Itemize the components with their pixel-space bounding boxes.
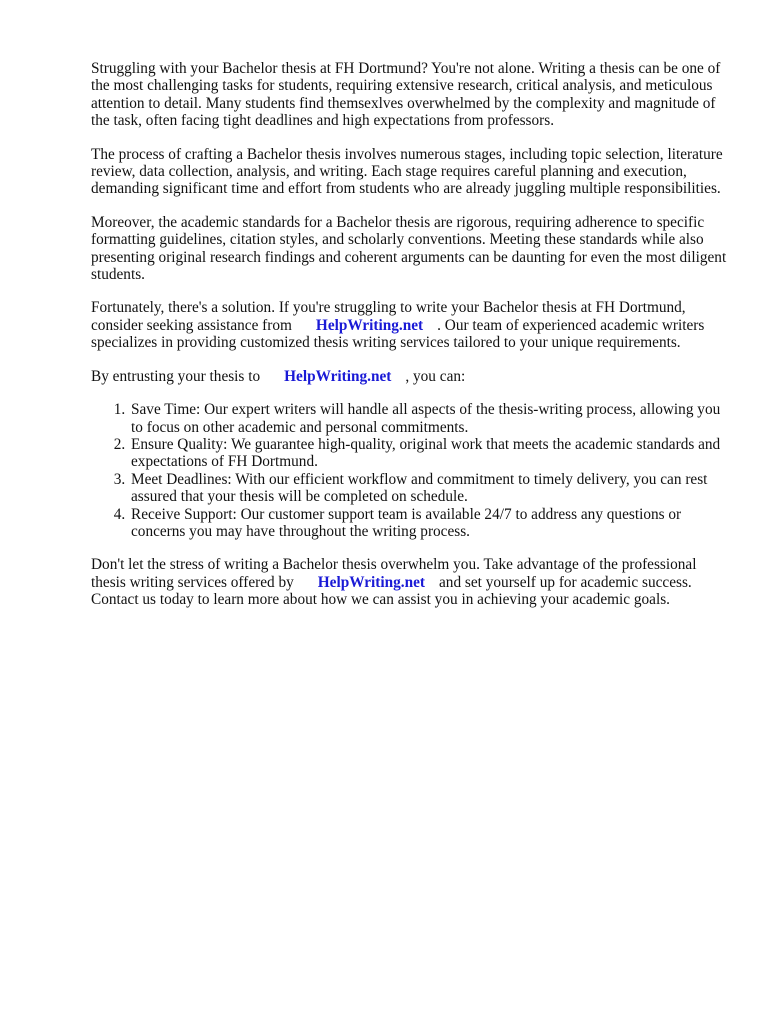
helpwriting-link[interactable]: HelpWriting.net — [284, 367, 392, 385]
solution-paragraph — [91, 299, 731, 351]
closing-text-before: Don't let the stress of writing a Bachelor thesis overwhelm you. Take advantage of the professional thesis writing services offered by — [91, 556, 697, 591]
benefit-item-meet-deadlines: 3. Meet Deadlines: With our efficient workflow and commitment to timely delivery, you can rest assured that your thesis will be completed on schedule. — [129, 471, 731, 506]
closing-text-after: and set yourself up for academic success. Contact us today to learn more about how we can assist you in achieving your academic goals. — [91, 573, 692, 609]
closing-paragraph — [91, 556, 731, 608]
entrusting-text-before: By entrusting your thesis to — [91, 367, 261, 385]
document-page — [91, 60, 731, 625]
process-paragraph: The process of crafting a Bachelor thesis involves numerous stages, including topic selection, literature review, data collection, analysis, and writing. Each stage requires careful planning and execution, demanding significant time and effort from students who are already juggling multiple responsibilities. — [91, 145, 723, 198]
entrusting-text-after: , you can: — [405, 367, 466, 385]
benefit-item-ensure-quality: 2. Ensure Quality: We guarantee high-quality, original work that meets the academic standards and expectations of FH Dortmund. — [129, 436, 731, 471]
helpwriting-link[interactable]: HelpWriting.net — [315, 316, 424, 334]
helpwriting-link[interactable]: HelpWriting.net — [317, 573, 426, 591]
intro-paragraph: Struggling with your Bachelor thesis at FH Dortmund? You're not alone. Writing a thesis can be one of the most challenging tasks for students, requiring extensive research, critical analysis, and meticulous attention to detail. Many students find themsexlves overwhelmed by the complexity and magnitude of the task, often facing tight deadlines and high expectations from professors. — [91, 60, 721, 130]
benefits-list — [91, 401, 731, 540]
standards-paragraph: Moreover, the academic standards for a Bachelor thesis are rigorous, requiring adherence to specific formatting guidelines, citation styles, and scholarly conventions. Meeting these standards while also presenting original research findings and coherent arguments can be daunting for even the most diligent students. — [91, 213, 727, 284]
benefit-item-receive-support: 4. Receive Support: Our customer support team is available 24/7 to address any questions or concerns you may have throughout the writing process. — [129, 506, 731, 541]
benefit-item-save-time: 1. Save Time: Our expert writers will handle all aspects of the thesis-writing process, allowing you to focus on other academic and personal commitments. — [129, 401, 731, 436]
solution-text-after: . Our team of experienced academic writers specializes in providing customized thesis writing services tailored to your unique requirements. — [91, 316, 705, 352]
entrusting-paragraph — [91, 368, 731, 385]
solution-text-before: Fortunately, there's a solution. If you're struggling to write your Bachelor thesis at FH Dortmund, consider seeking assistance from — [91, 299, 686, 334]
